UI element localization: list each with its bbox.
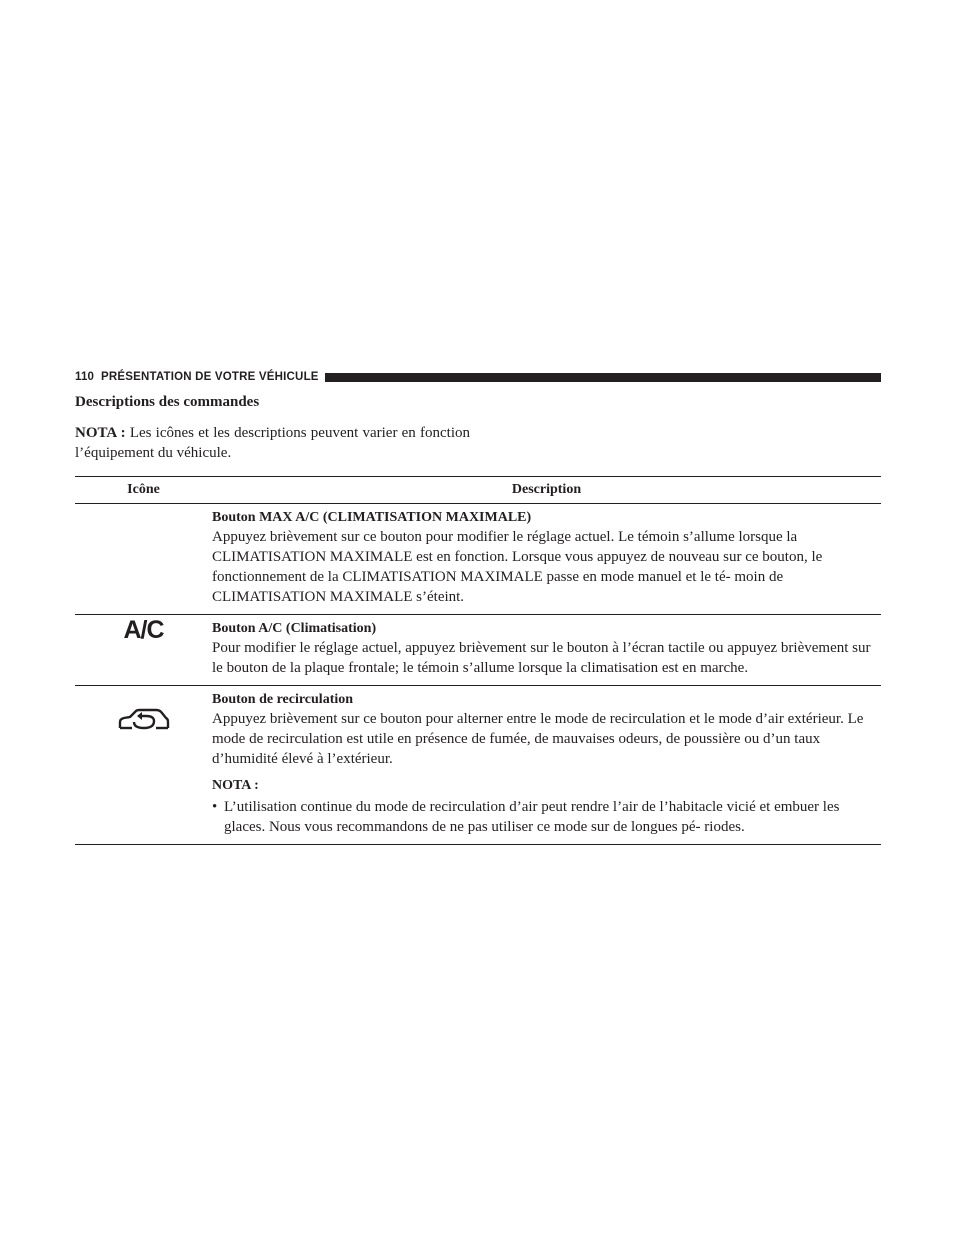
row-title: Bouton A/C (Climatisation)	[212, 621, 377, 636]
bullet-icon: •	[212, 799, 218, 815]
row-body: Appuyez brièvement sur ce bouton pour alterner entre le mode de recirculation et le mode d’air extérieur. Le mode de recirculation est utile en présence de fumée, de mauvaises odeurs, de poussière ou d’un taux d’humidité élevé à l’extérieur.	[212, 711, 864, 767]
ac-icon: A/C	[123, 616, 164, 644]
row-note-label: NOTA :	[212, 778, 259, 793]
nota-paragraph	[75, 423, 470, 463]
description-cell	[212, 615, 881, 686]
description-cell	[212, 686, 881, 845]
section-title: Descriptions des commandes	[75, 394, 260, 410]
nota-label: NOTA :	[75, 425, 126, 441]
description-cell	[212, 504, 881, 615]
row-body: Appuyez brièvement sur ce bouton pour modifier le réglage actuel. Le témoin s’allume lorsque la CLIMATISATION MAXIMALE est en fonction. Lorsque vous appuyez de nouveau sur ce bouton, le fonctionnement de la CLIMATISATION MAXIMALE passe en mode manuel et le té- moin de CLIMATISATION MAXIMALE s’éteint.	[212, 529, 823, 605]
col-header-icon: Icône	[75, 477, 212, 504]
chapter-title: PRÉSENTATION DE VOTRE VÉHICULE	[100, 371, 319, 383]
table-row	[75, 686, 881, 845]
col-header-description: Description	[212, 477, 881, 504]
row-body: Pour modifier le réglage actuel, appuyez brièvement sur le bouton à l’écran tactile ou appuyez brièvement sur le bouton de la plaque frontale; le témoin s’allume lorsque la climatisation est en marche.	[212, 640, 871, 676]
header-text	[75, 371, 319, 383]
table-row	[75, 615, 881, 686]
icon-cell-max-ac	[75, 504, 212, 615]
list-item	[212, 797, 881, 837]
page-number: 110	[75, 371, 95, 383]
table-row	[75, 504, 881, 615]
controls-table	[75, 476, 881, 845]
row-title: Bouton MAX A/C (CLIMATISATION MAXIMALE)	[212, 510, 532, 525]
icon-cell-recirculation	[75, 686, 212, 845]
icon-cell-ac	[75, 615, 212, 686]
table-header-row	[75, 477, 881, 504]
row-title: Bouton de recirculation	[212, 692, 354, 707]
nota-text: Les icônes et les descriptions peuvent varier en fonction l’équipement du véhicule.	[75, 425, 470, 461]
bullet-text: L’utilisation continue du mode de recirculation d’air peut rendre l’air de l’habitacle vicié et embuer les glaces. Nous vous recommandons de ne pas utiliser ce mode sur de longues pé- riodes.	[224, 799, 840, 835]
page-header	[75, 368, 881, 386]
recirculation-icon	[116, 722, 172, 738]
header-rule	[325, 373, 881, 382]
